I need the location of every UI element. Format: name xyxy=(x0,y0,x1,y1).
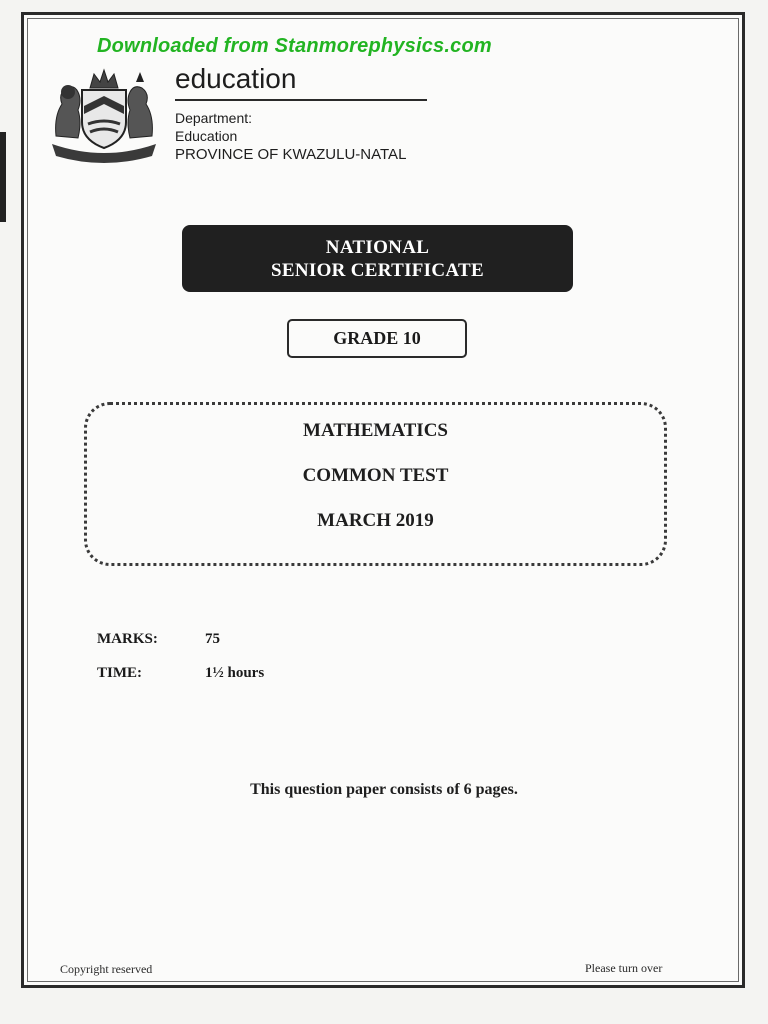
grade-box: GRADE 10 xyxy=(287,319,467,358)
certificate-banner xyxy=(182,225,573,292)
brand-title: education xyxy=(175,63,297,94)
pages-note: This question paper consists of 6 pages. xyxy=(250,781,518,798)
brand-divider xyxy=(175,99,427,101)
turn-over-notice: Please turn over xyxy=(585,961,663,975)
marks-value: 75 xyxy=(205,631,220,647)
department-name: Education xyxy=(175,128,238,144)
banner-line-national: NATIONAL xyxy=(325,236,430,258)
test-date: MARCH 2019 xyxy=(317,510,434,531)
department-label: Department: xyxy=(175,110,253,126)
province-name: PROVINCE OF KWAZULU-NATAL xyxy=(175,146,407,163)
copyright-notice: Copyright reserved xyxy=(60,962,153,976)
watermark-text: Downloaded from Stanmorephysics.com xyxy=(97,35,492,57)
time-value: 1½ hours xyxy=(205,665,265,681)
test-name: COMMON TEST xyxy=(302,465,449,486)
time-label: TIME: xyxy=(97,665,142,681)
subject-name: MATHEMATICS xyxy=(303,420,448,441)
banner-line-certificate: SENIOR CERTIFICATE xyxy=(271,259,484,281)
marks-label: MARKS: xyxy=(97,631,158,647)
department-branding xyxy=(175,62,427,165)
subject-box xyxy=(84,402,667,566)
side-tab-marker xyxy=(0,132,6,222)
coat-of-arms-icon xyxy=(48,66,160,170)
